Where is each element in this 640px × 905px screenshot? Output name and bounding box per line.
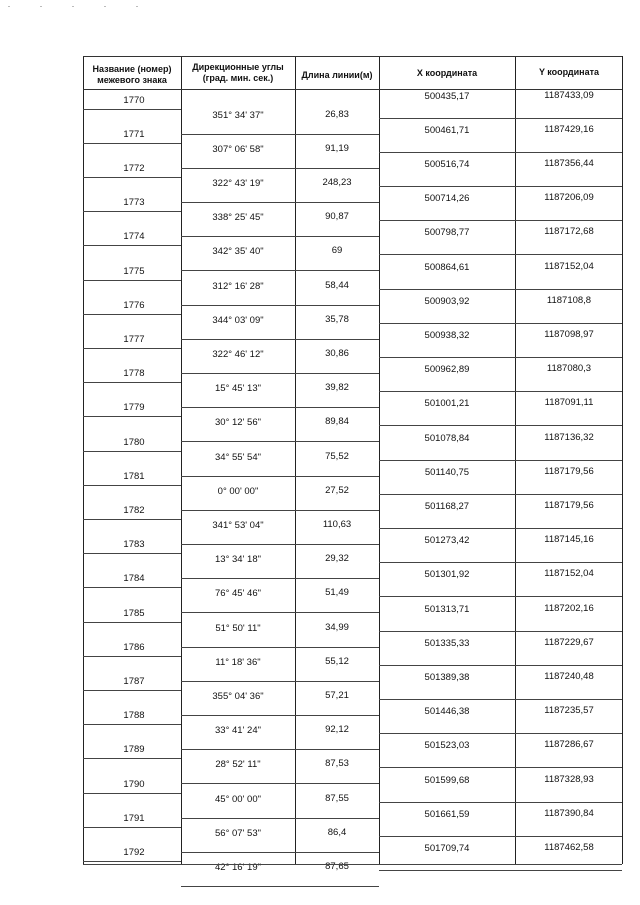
row-divider <box>379 391 622 392</box>
line-length: 90,87 <box>325 211 349 223</box>
row-divider <box>379 254 622 255</box>
y-coordinate: 1187206,09 <box>544 192 594 204</box>
row-divider <box>379 460 622 461</box>
point-name: 1778 <box>123 368 145 380</box>
point-name: 1776 <box>123 299 145 311</box>
row-divider <box>83 143 181 144</box>
row-divider <box>181 441 379 442</box>
row-divider <box>181 612 379 613</box>
row-divider <box>83 519 181 520</box>
y-coordinate: 1187240,48 <box>544 670 594 682</box>
row-divider <box>379 357 622 358</box>
direction-angle: 51° 50' 11" <box>215 622 261 634</box>
x-coordinate: 500962,89 <box>424 364 470 376</box>
table-top-border <box>83 56 622 57</box>
y-coordinate: 1187098,97 <box>544 328 594 340</box>
header-angle: Дирекционные углы (град. мин. сек.) <box>192 62 284 83</box>
row-divider <box>379 289 622 290</box>
row-divider <box>181 749 379 750</box>
row-divider <box>83 109 181 110</box>
direction-angle: 344° 03' 09" <box>212 314 264 326</box>
row-divider <box>83 211 181 212</box>
y-coordinate: 1187152,04 <box>544 260 594 272</box>
x-coordinate: 500435,17 <box>424 90 470 102</box>
line-length: 87,65 <box>325 860 349 872</box>
row-divider <box>181 236 379 237</box>
line-length: 26,83 <box>325 108 349 120</box>
row-divider <box>181 578 379 579</box>
point-name: 1783 <box>123 539 145 551</box>
x-coordinate: 501078,84 <box>424 432 470 444</box>
direction-angle: 322° 43' 19" <box>212 177 264 189</box>
row-divider <box>379 802 622 803</box>
row-divider <box>181 783 379 784</box>
point-name: 1789 <box>123 744 145 756</box>
line-length: 57,21 <box>325 689 349 701</box>
row-divider <box>379 220 622 221</box>
header-length: Длина линии(м) <box>301 70 373 80</box>
y-coordinate: 1187152,04 <box>544 568 594 580</box>
point-name: 1790 <box>123 778 145 790</box>
row-divider <box>83 793 181 794</box>
point-name: 1780 <box>123 436 145 448</box>
line-length: 110,63 <box>322 518 352 530</box>
row-divider <box>83 758 181 759</box>
line-length: 87,53 <box>325 758 349 770</box>
x-coordinate: 501168,27 <box>424 500 470 512</box>
x-coordinate: 500461,71 <box>424 124 470 136</box>
row-divider <box>379 733 622 734</box>
direction-angle: 312° 16' 28" <box>212 280 264 292</box>
direction-angle: 11° 18' 36" <box>215 656 261 668</box>
row-divider <box>181 886 379 887</box>
direction-angle: 28° 52' 11" <box>215 759 261 771</box>
header-x: X координата <box>416 68 478 78</box>
x-coordinate: 500516,74 <box>424 158 470 170</box>
row-divider <box>379 528 622 529</box>
direction-angle: 42° 16' 19" <box>215 861 261 873</box>
y-coordinate: 1187091,11 <box>544 397 594 409</box>
point-name: 1779 <box>123 402 145 414</box>
point-name: 1775 <box>123 265 145 277</box>
point-name: 1786 <box>123 641 145 653</box>
point-name: 1773 <box>123 197 145 209</box>
row-divider <box>379 836 622 837</box>
direction-angle: 30° 12' 56" <box>215 417 261 429</box>
x-coordinate: 501446,38 <box>424 706 470 718</box>
direction-angle: 13° 34' 18" <box>215 554 261 566</box>
x-coordinate: 500714,26 <box>424 193 470 205</box>
y-coordinate: 1187462,58 <box>544 841 594 853</box>
direction-angle: 322° 46' 12" <box>212 348 264 360</box>
direction-angle: 355° 04' 36" <box>212 690 264 702</box>
row-divider <box>379 870 622 871</box>
point-name: 1770 <box>123 94 145 106</box>
row-divider <box>83 314 181 315</box>
row-divider <box>181 373 379 374</box>
point-name: 1788 <box>123 710 145 722</box>
x-coordinate: 501313,71 <box>424 603 470 615</box>
header-name: Название (номер) межевого знака <box>92 64 172 85</box>
row-divider <box>379 631 622 632</box>
row-divider <box>181 202 379 203</box>
line-length: 34,99 <box>325 621 349 633</box>
scan-noise <box>0 6 640 14</box>
row-divider <box>83 485 181 486</box>
header-y: Y координата <box>538 67 600 77</box>
row-divider <box>181 339 379 340</box>
point-name: 1791 <box>123 812 145 824</box>
table-bottom-border <box>83 864 622 865</box>
y-coordinate: 1187145,16 <box>544 534 594 546</box>
line-length: 89,84 <box>325 416 349 428</box>
y-coordinate: 1187108,8 <box>546 294 592 306</box>
line-length: 86,4 <box>327 826 347 838</box>
direction-angle: 33° 41' 24" <box>215 725 261 737</box>
direction-angle: 76° 45' 46" <box>215 588 261 600</box>
row-divider <box>181 544 379 545</box>
direction-angle: 45° 00' 00" <box>215 793 261 805</box>
row-divider <box>83 348 181 349</box>
y-coordinate: 1187235,57 <box>544 705 594 717</box>
y-coordinate: 1187286,67 <box>544 739 594 751</box>
point-name: 1784 <box>123 573 145 585</box>
row-divider <box>83 382 181 383</box>
point-name: 1782 <box>123 504 145 516</box>
x-coordinate: 500903,92 <box>424 295 470 307</box>
line-length: 87,55 <box>325 792 349 804</box>
row-divider <box>379 186 622 187</box>
x-coordinate: 501599,68 <box>424 774 470 786</box>
line-length: 27,52 <box>325 484 349 496</box>
y-coordinate: 1187356,44 <box>544 157 594 169</box>
x-coordinate: 501273,42 <box>424 535 470 547</box>
row-divider <box>181 715 379 716</box>
column-border <box>622 56 623 864</box>
y-coordinate: 1187433,09 <box>544 89 594 101</box>
direction-angle: 351° 34' 37" <box>212 109 264 121</box>
direction-angle: 0° 00' 00" <box>217 485 259 497</box>
y-coordinate: 1187328,93 <box>544 773 594 785</box>
x-coordinate: 501301,92 <box>424 569 470 581</box>
x-coordinate: 501661,59 <box>424 808 470 820</box>
row-divider <box>83 245 181 246</box>
direction-angle: 342° 35' 40" <box>212 246 264 258</box>
row-divider <box>83 861 181 862</box>
x-coordinate: 500864,61 <box>424 261 470 273</box>
row-divider <box>181 681 379 682</box>
row-divider <box>83 451 181 452</box>
row-divider <box>181 818 379 819</box>
point-name: 1787 <box>123 675 145 687</box>
row-divider <box>379 323 622 324</box>
line-length: 30,86 <box>325 347 349 359</box>
row-divider <box>83 622 181 623</box>
x-coordinate: 501709,74 <box>424 842 470 854</box>
line-length: 51,49 <box>325 587 349 599</box>
y-coordinate: 1187390,84 <box>544 807 594 819</box>
y-coordinate: 1187136,32 <box>544 431 594 443</box>
y-coordinate: 1187229,67 <box>544 636 594 648</box>
row-divider <box>83 827 181 828</box>
y-coordinate: 1187179,56 <box>544 465 594 477</box>
y-coordinate: 1187429,16 <box>544 123 594 135</box>
row-divider <box>83 280 181 281</box>
line-length: 39,82 <box>325 382 349 394</box>
row-divider <box>379 562 622 563</box>
row-divider <box>379 699 622 700</box>
line-length: 91,19 <box>325 142 349 154</box>
y-coordinate: 1187179,56 <box>544 499 594 511</box>
x-coordinate: 500938,32 <box>424 329 470 341</box>
row-divider <box>379 118 622 119</box>
point-name: 1772 <box>123 162 145 174</box>
line-length: 69 <box>331 245 343 257</box>
point-name: 1771 <box>123 128 145 140</box>
row-divider <box>83 724 181 725</box>
x-coordinate: 501001,21 <box>424 398 470 410</box>
row-divider <box>181 647 379 648</box>
row-divider <box>379 494 622 495</box>
row-divider <box>379 596 622 597</box>
row-divider <box>83 690 181 691</box>
y-coordinate: 1187080,3 <box>546 363 592 375</box>
direction-angle: 34° 55' 54" <box>215 451 261 463</box>
line-length: 92,12 <box>325 724 349 736</box>
direction-angle: 341° 53' 04" <box>212 519 264 531</box>
row-divider <box>379 767 622 768</box>
row-divider <box>181 305 379 306</box>
point-name: 1777 <box>123 333 145 345</box>
point-name: 1781 <box>123 470 145 482</box>
direction-angle: 307° 06' 58" <box>212 143 264 155</box>
row-divider <box>379 425 622 426</box>
line-length: 58,44 <box>325 279 349 291</box>
x-coordinate: 501140,75 <box>424 466 470 478</box>
row-divider <box>83 553 181 554</box>
row-divider <box>181 852 379 853</box>
x-coordinate: 501389,38 <box>424 671 470 683</box>
x-coordinate: 501335,33 <box>424 637 470 649</box>
row-divider <box>181 476 379 477</box>
row-divider <box>181 510 379 511</box>
point-name: 1792 <box>123 846 145 858</box>
y-coordinate: 1187172,68 <box>544 226 594 238</box>
direction-angle: 338° 25' 45" <box>212 212 264 224</box>
line-length: 35,78 <box>325 313 349 325</box>
point-name: 1785 <box>123 607 145 619</box>
line-length: 29,32 <box>325 553 349 565</box>
line-length: 55,12 <box>325 655 349 667</box>
line-length: 75,52 <box>325 450 349 462</box>
row-divider <box>379 665 622 666</box>
direction-angle: 15° 45' 13" <box>215 383 261 395</box>
row-divider <box>83 587 181 588</box>
y-coordinate: 1187202,16 <box>544 602 594 614</box>
row-divider <box>83 656 181 657</box>
direction-angle: 56° 07' 53" <box>215 827 261 839</box>
x-coordinate: 501523,03 <box>424 740 470 752</box>
row-divider <box>181 168 379 169</box>
row-divider <box>181 407 379 408</box>
row-divider <box>83 177 181 178</box>
row-divider <box>83 416 181 417</box>
row-divider <box>379 152 622 153</box>
row-divider <box>181 134 379 135</box>
x-coordinate: 500798,77 <box>424 227 470 239</box>
line-length: 248,23 <box>322 176 352 188</box>
row-divider <box>181 270 379 271</box>
point-name: 1774 <box>123 231 145 243</box>
